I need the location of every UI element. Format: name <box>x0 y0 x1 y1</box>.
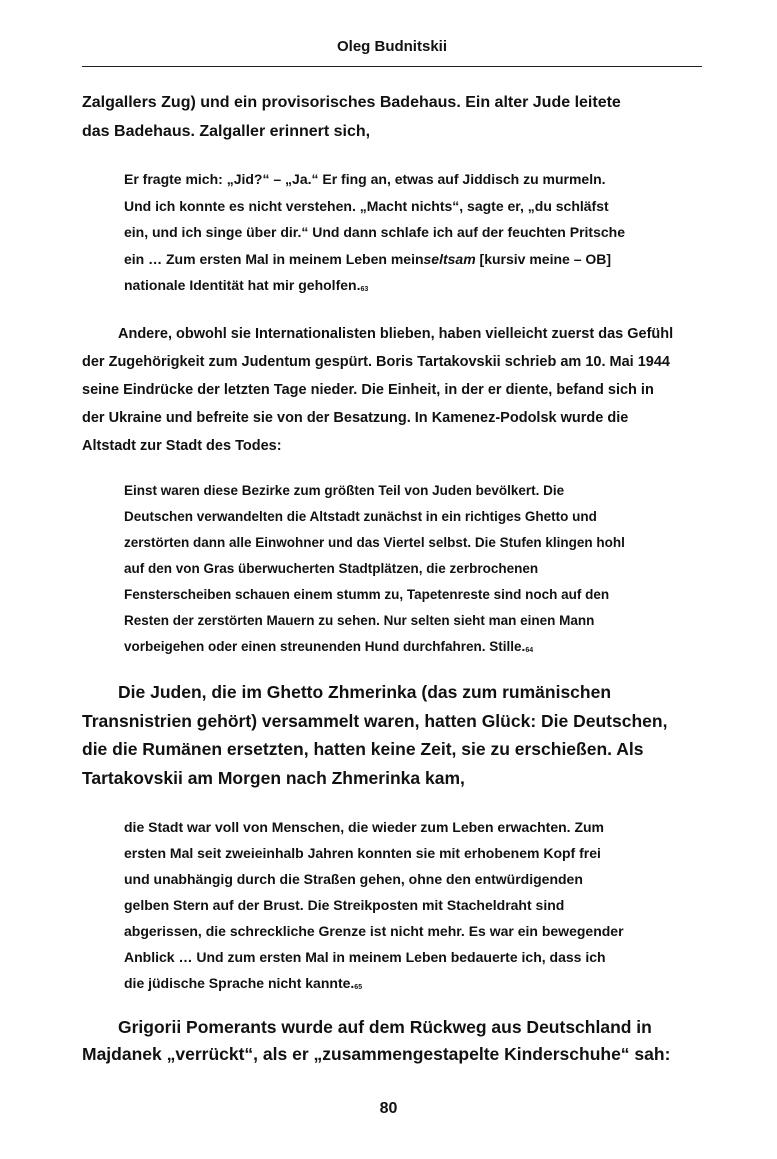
quote-line: ersten Mal seit zweieinhalb Jahren konnten sie mit erhobenem Kopf frei <box>124 845 601 861</box>
footnote-marker[interactable]: 64 <box>525 647 534 654</box>
quote-text: die jüdische Sprache nicht kannte. <box>124 975 355 991</box>
running-header: Oleg Budnitskii <box>336 38 447 55</box>
italic-word: seltsam <box>423 250 476 267</box>
block-quote-2 <box>124 478 625 663</box>
paragraph-3 <box>82 678 667 792</box>
text-line: Transnistrien gehört) versammelt waren, hatten Glück: Die Deutschen, <box>82 710 668 731</box>
text-line: Altstadt zur Stadt des Todes: <box>82 438 282 454</box>
quote-line: Einst waren diese Bezirke zum größten Teil von Juden bevölkert. Die <box>124 483 565 498</box>
quote-line <box>124 970 624 1000</box>
quote-line: auf den von Gras überwucherten Stadtplätzen, die zerbrochenen <box>124 561 539 576</box>
paragraph-1 <box>82 88 621 146</box>
paragraph-2 <box>82 320 673 460</box>
text-line: die die Rumänen ersetzten, hatten keine Zeit, sie zu erschießen. Als <box>82 739 644 759</box>
quote-line: Er fragte mich: „Jid?“ – „Ja.“ Er fing an, etwas auf Jiddisch zu murmeln. <box>124 171 606 187</box>
text-line: seine Eindrücke der letzten Tage nieder. Die Einheit, in der er diente, befand sich in <box>82 382 654 398</box>
paragraph-4 <box>82 1014 670 1068</box>
quote-line: Und ich konnte es nicht verstehen. „Macht nichts“, sagte er, „du schläfst <box>124 197 609 214</box>
footnote-marker[interactable]: 63 <box>360 286 369 293</box>
quote-line: zerstörten dann alle Einwohner und das Viertel selbst. Die Stufen klingen hohl <box>124 535 625 550</box>
quote-line: abgerissen, die schreckliche Grenze ist nicht mehr. Es war ein bewegender <box>124 923 624 939</box>
text-line: Grigorii Pomerants wurde auf dem Rückweg aus Deutschland in <box>118 1017 652 1037</box>
quote-line: Anblick … Und zum ersten Mal in meinem Leben bedauerte ich, dass ich <box>124 949 606 965</box>
quote-line: gelben Stern auf der Brust. Die Streikposten mit Stacheldraht sind <box>124 897 565 913</box>
quote-text: vorbeigehen oder einen streunenden Hund durchfahren. Stille. <box>124 639 526 654</box>
footnote-marker[interactable]: 65 <box>354 984 363 991</box>
quote-line: die Stadt war voll von Menschen, die wieder zum Leben erwachten. Zum <box>124 819 604 835</box>
quote-line: Fensterscheiben schauen einem stumm zu, Tapetenreste sind noch auf den <box>124 587 610 602</box>
quote-line <box>124 634 625 663</box>
quote-line: Resten der zerstörten Mauern zu sehen. Nur selten sieht man einen Mann <box>124 613 595 628</box>
quote-text: [kursiv meine – OB] <box>475 250 612 267</box>
block-quote-3 <box>124 814 624 1000</box>
quote-text: ein … Zum ersten Mal in meinem Leben mein <box>124 250 424 267</box>
text-line: das Badehaus. Zalgaller erinnert sich, <box>82 123 371 140</box>
block-quote-1 <box>124 166 625 303</box>
text-line: Tartakovskii am Morgen nach Zhmerinka kam, <box>82 767 465 788</box>
text-line: der Ukraine und befreite sie von der Besatzung. In Kamenez-Podolsk wurde die <box>82 410 629 426</box>
text-line: Majdanek „verrückt“, als er „zusammengestapelte Kinderschuhe“ sah: <box>82 1044 671 1064</box>
page-number: 80 <box>379 1100 398 1117</box>
text-line: Andere, obwohl sie Internationalisten blieben, haben vielleicht zuerst das Gefühl <box>118 326 674 342</box>
text-line: Die Juden, die im Ghetto Zhmerinka (das zum rumänischen <box>118 682 612 702</box>
text-line: der Zugehörigkeit zum Judentum gespürt. Boris Tartakovskii schrieb am 10. Mai 1944 <box>82 354 670 370</box>
quote-line: Deutschen verwandelten die Altstadt zunächst in ein richtiges Ghetto und <box>124 509 597 524</box>
quote-line: und unabhängig durch die Straßen gehen, ohne den entwürdigenden <box>124 871 583 887</box>
text-line: Zalgallers Zug) und ein provisorisches Badehaus. Ein alter Jude leitete <box>82 94 621 111</box>
quote-line: ein, und ich singe über dir.“ Und dann schlafe ich auf der feuchten Pritsche <box>124 224 625 240</box>
quote-line <box>124 246 625 273</box>
quote-text: nationale Identität hat mir geholfen. <box>124 277 361 293</box>
header-rule <box>82 66 702 67</box>
quote-line <box>124 272 625 303</box>
